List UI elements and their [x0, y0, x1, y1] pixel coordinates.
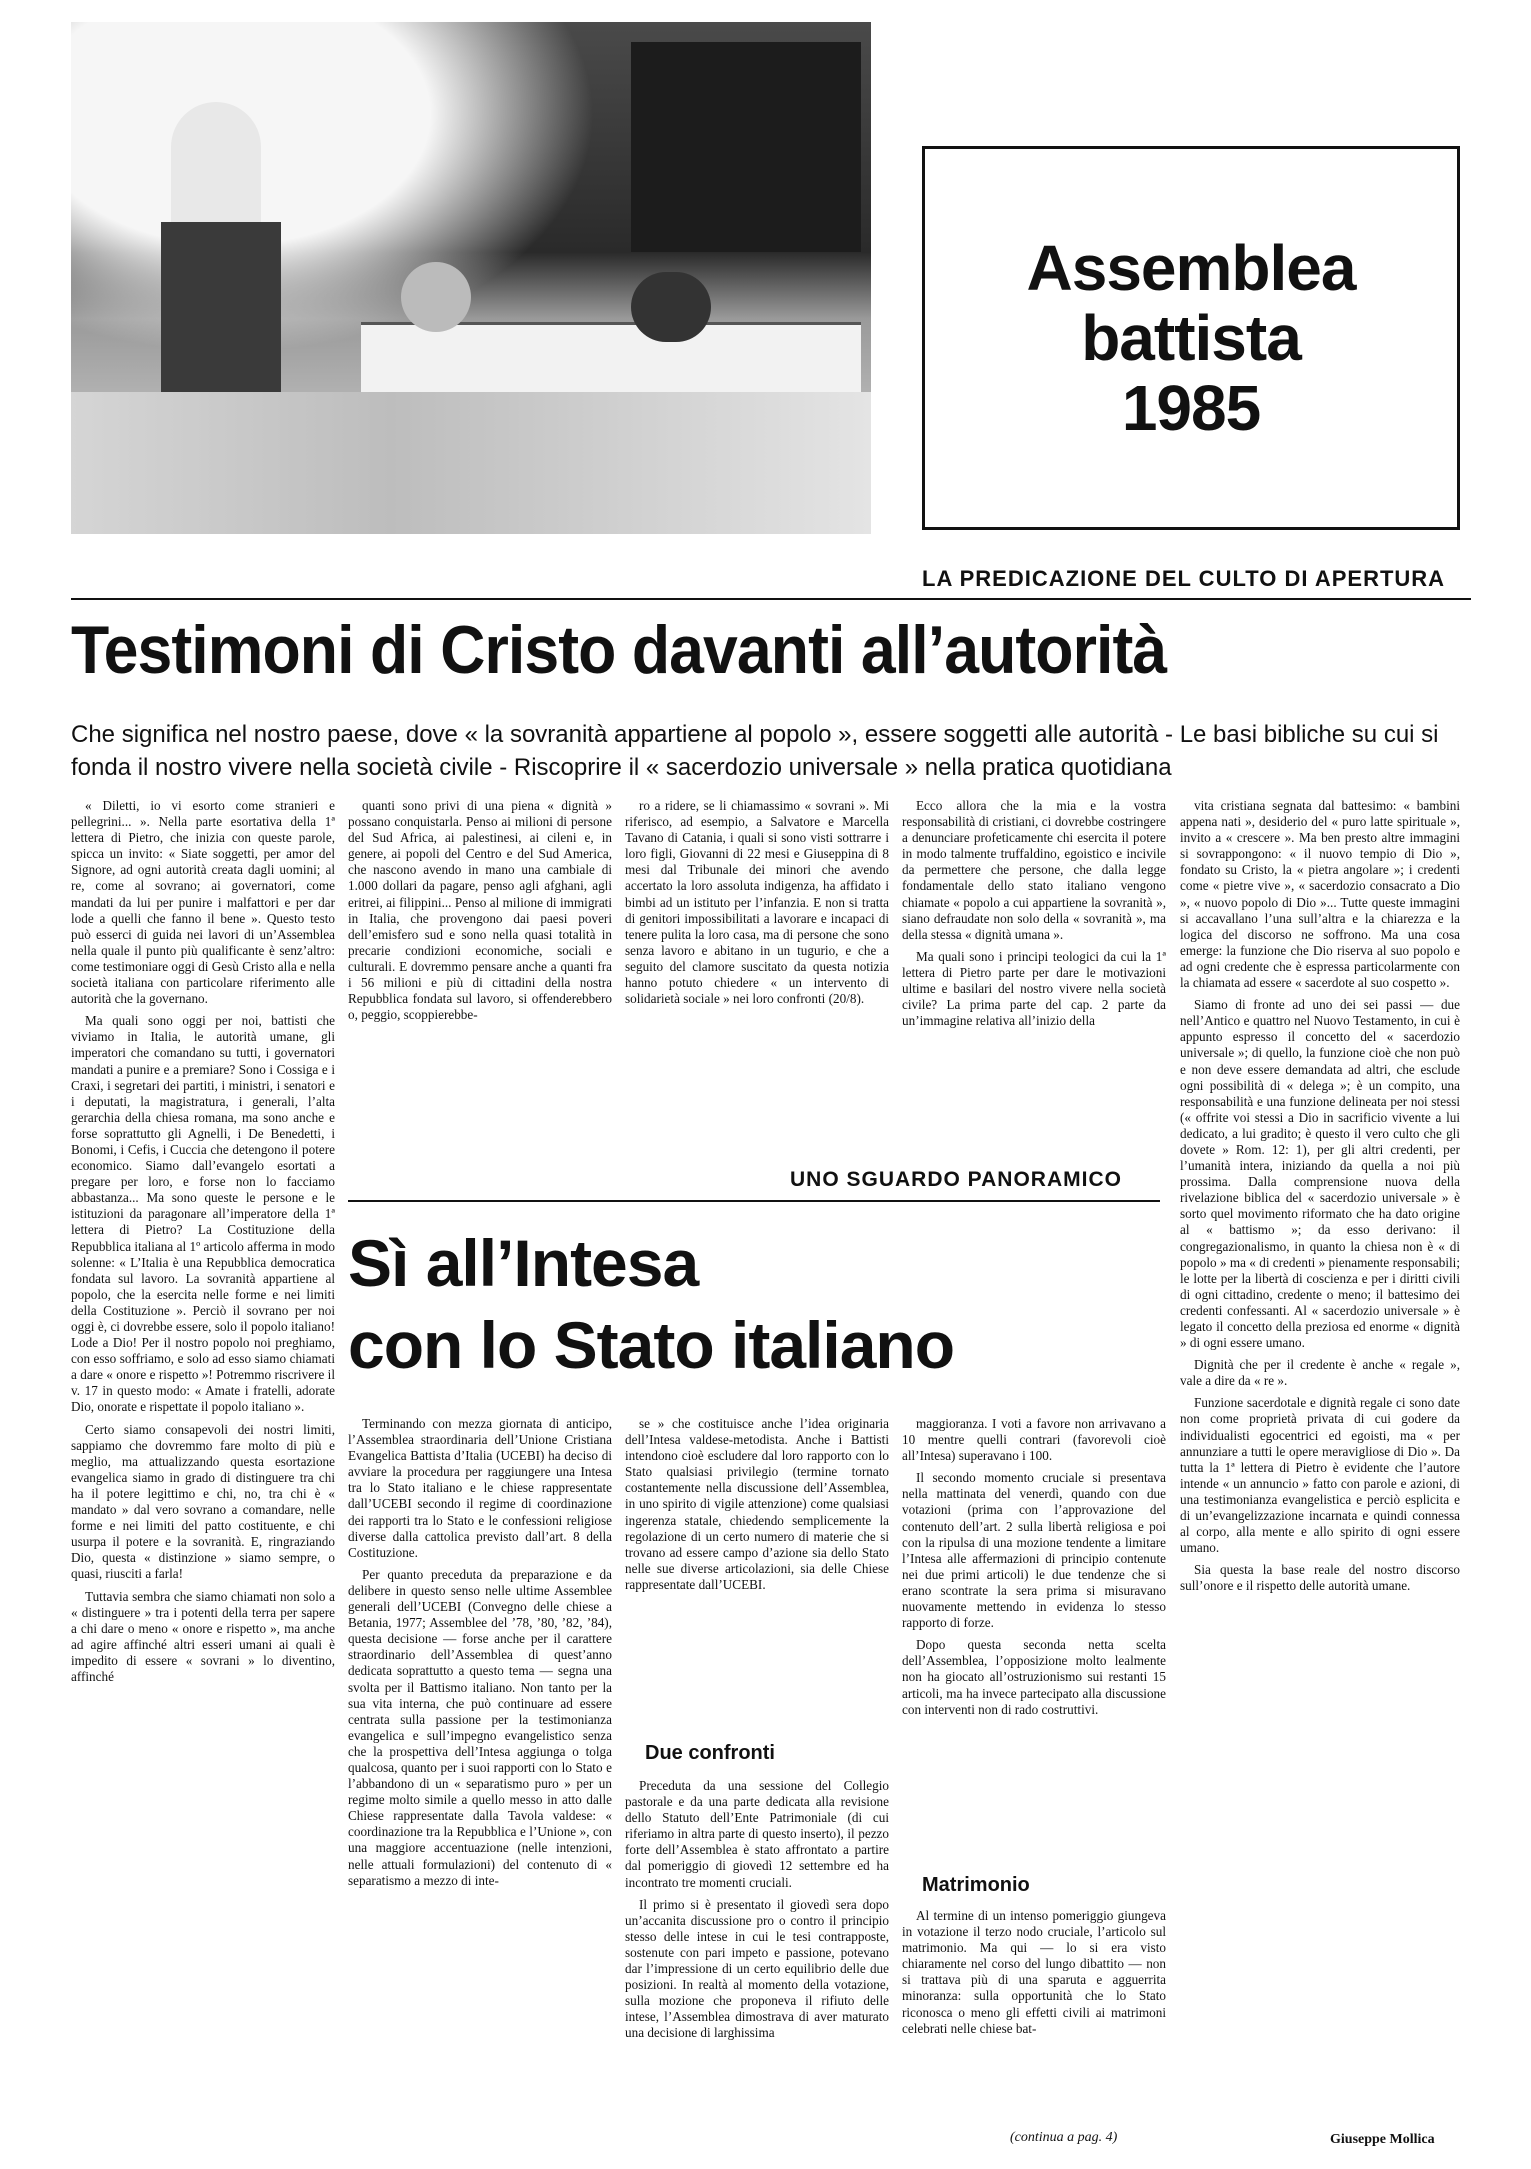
main-headline: Testimoni di Cristo davanti all’autorità — [71, 612, 1167, 688]
kicker-mid: UNO SGUARDO PANORAMICO — [790, 1168, 1122, 1191]
second-headline-line-1: Sì all’Intesa — [348, 1226, 699, 1300]
assembly-photo — [71, 22, 871, 534]
second-headline-line-2: con lo Stato italiano — [348, 1308, 955, 1382]
paragraph: Ecco allora che la mia e la vostra responsabilità di cristiani, ci dovrebbe costringere a denunciare profeticamente chi esercita il potere in modo talmente truffaldino, egoistico e incivile da permettere che persone, che dalla legge fondamentale dello stato italiano vengono chiamate « popolo a cui appartiene la sovranità », siano defraudate non solo della « sovranità », ma della stessa « dignità umana ». — [902, 798, 1166, 942]
second-headline — [348, 1222, 954, 1386]
paragraph: Siamo di fronte ad uno dei sei passi — due nell’Antico e quattro nel Nuovo Testamento, in cui è appunto espresso il concetto del « sacerdozio universale »; di quello, la funzione cioè che non può e non deve essere demandata ad altri, che esclude ogni possibilità di « delega »; è un compito, una responsabilità e una funzione delineata per noi stessi (« offrite voi stessi a Dio in sacrificio vivente a lui dedicato, a lui gradito; è questo il vero culto che gli dovete » Rom. 12: 1), per gli altri credenti, per l’umanità intera, iniziando da quella a noi più prossima. Dalla comprensione nuova della rivelazione biblica del « sacerdozio universale » è sorto quel movimento riformato che ha dato origine al « battismo »; da esso derivano: il congregazionalismo, in quanto la chiesa non è « di popolo » ma « di credenti » pienamente responsabili; le lotte per la libertà di coscienza e per i diritti civili di ogni cittadino, credente o meno; il battesimo dei credenti confessanti. Al « sacerdozio universale » è legato il concetto della preziosa ed enorme « dignità » di ogni essere umano. — [1180, 997, 1460, 1351]
paragraph: Dopo questa seconda netta scelta dell’Assemblea, l’opposizione molto lealmente non ha giocato all’ostruzionismo sui restanti 15 articoli, ma ha invece partecipato alla discussione con interventi non di rado costruttivi. — [902, 1637, 1166, 1717]
article-column-5 — [1180, 798, 1460, 2098]
intesa-column-2-continued — [625, 1778, 889, 2148]
article-column-4 — [902, 798, 1166, 1128]
author-signature: Giuseppe Mollica — [1330, 2132, 1435, 2147]
paragraph: Tuttavia sembra che siamo chiamati non solo a « distinguere » tra i potenti della terra per sapere a chi dare o meno « onore e rispetto », ma anche ad agire affinché altri esseri umani ai quali è impedito di essere « sovrani » lo diventino, affinché — [71, 1588, 335, 1684]
deck: Che significa nel nostro paese, dove « la sovranità appartiene al popolo », essere soggetti alle autorità - Le basi bibliche su cui si fonda il nostro vivere nella società civile - Riscoprire il « sacerdozio universale » nella pratica quotidiana — [71, 721, 1439, 781]
paragraph: Certo siamo consapevoli dei nostri limiti, sappiamo che dovremmo fare molto di più e meglio, ma attualizzando questa esortazione evangelica siamo in grado di distinguere tra chi ha il potere legittimo e chi, no, tra chi è « mandato » dal vero sovrano a comandare, nelle forme e nei limiti del patto costituente, e chi usurpa il potere e la sovranità. E, ringraziando Dio, questa « distinzione » siamo sempre, o quasi, riusciti a farla! — [71, 1421, 335, 1582]
paragraph: Preceduta da una sessione del Collegio pastorale e da una parte dedicata alla revisione dello Statuto dell’Ente Patrimoniale (di cui riferiamo in altra parte di questo inserto), il pezzo forte dell’Assemblea è stato affrontato a partire dal pomeriggio di giovedì 12 settembre ed ha incontrato tre momenti cruciali. — [625, 1778, 889, 1890]
paragraph: vita cristiana segnata dal battesimo: « bambini appena nati », desiderio del « puro latte spirituale », invito a « crescere ». Ma ben presto altre immagini si sovrappongono: « il nuovo tempio di Dio », fondato su Cristo, la « pietra angolare »; i credenti come « pietre vive », « sacerdozio consacrato a Dio », « nuovo popolo di Dio »... Tutte queste immagini si accavallano l’una sull’altra e la chiarezza e la logica del discorso ne soffrono. Ma una cosa emerge: la funzione che Dio riserva al suo popolo e ad ogni credente che è espressa particolarmente con la chiamata ad essere « sacerdote al suo cospetto ». — [1180, 798, 1460, 991]
paragraph: Per quanto preceduta da preparazione e da delibere in questo senso nelle ultime Assemblee generali dell’UCEBI (Convegno delle chiese a Betania, 1977; Assemblee del ’78, ’80, ’82, ’84), questa decisione — forse anche per il carattere straordinario dell’Assemblea di quest’anno dedicata soprattutto a questo tema — segna una svolta per il Battismo italiano. Non tanto per la sua vita interna, che può continuare ad essere centrata sulla passione per la testimonianza evangelica e sull’impegno evangelistico senza che la prospettiva dell’Intesa aggiunga o tolga qualcosa, quanto per i suoi rapporti con lo Stato e l’abbandono di un « separatismo puro » per un regime molto simile a quello messo in atto dalle Chiese rappresentate dalla Tavola valdese: « coordinazione tra la Repubblica e l’Unione », con una maggiore accentuazione (nelle intenzioni, nelle attuali formulazioni) del contenuto di « separatismo a mezzo di inte- — [348, 1566, 612, 1888]
kicker-top: LA PREDICAZIONE DEL CULTO DI APERTURA — [922, 566, 1446, 591]
continued-note: (continua a pag. 4) — [1010, 2130, 1118, 2145]
top-rule — [71, 598, 1471, 600]
paragraph: quanti sono privi di una piena « dignità » possano conquistarla. Penso ai milioni di persone del Sud Africa, ai palestinesi, ai cileni e, in genere, ai popoli del Centro e del Sud America, che nascono avendo in mano una cambiale di 1.000 dollari da pagare, penso agli afghani, agli eritrei, ai filippini... Penso al milione di immigrati in Italia, che provengono dai paesi poveri dell’emisfero sud e sono nella quasi totalità in precarie condizioni economiche, sociali e culturali. E dovremmo pensare anche a quanti fra i 56 milioni e più di cittadini della nostra Repubblica fondata sul lavoro, si offenderebbero o, peggio, scoppierebbe- — [348, 798, 612, 1023]
subhead-due-confronti: Due confronti — [645, 1742, 775, 1764]
paragraph: Il secondo momento cruciale si presentava nella mattinata del venerdì, quando con due votazioni (prima con l’approvazione del contenuto dell’art. 2 sulla libertà religiosa e poi con la ripulsa di una mozione tendente a limitare l’Intesa alle affermazioni di principio contenute nei due primi articoli) le due tendenze che si erano scontrate la sera prima si misuravano nuovamente mettendo in evidenza lo stesso rapporto di forze. — [902, 1470, 1166, 1631]
title-line-2: battista — [1081, 302, 1301, 374]
subhead-matrimonio: Matrimonio — [922, 1874, 1030, 1896]
intesa-column-3-continued — [902, 1908, 1166, 2108]
paragraph: Terminando con mezza giornata di anticipo, l’Assemblea straordinaria dell’Unione Cristiana Evangelica Battista d’Italia (UCEBI) ha deciso di avviare la procedura per raggiungere una Intesa tra lo Stato italiano e le chiese rappresentate dall’UCEBI secondo il regime di coordinazione dei rapporti tra lo Stato e le confessioni religiose diverse dalla cattolica previsto dall’art. 8 della Costituzione. — [348, 1416, 612, 1560]
paragraph: Ma quali sono i principi teologici da cui la 1ª lettera di Pietro parte per dare le motivazioni ultime e basilari del nostro vivere nella società civile? La prima parte del cap. 2 parte da un’immagine relativa all’inizio della — [902, 948, 1166, 1029]
paragraph: maggioranza. I voti a favore non arrivavano a 10 mentre quelli contrari (favorevoli cioè all’Intesa) superavano i 100. — [902, 1416, 1166, 1464]
intesa-column-2 — [625, 1416, 889, 1716]
intesa-column-1 — [348, 1416, 612, 2146]
article-column-2 — [348, 798, 612, 1128]
paragraph: se » che costituisce anche l’idea originaria dell’Intesa valdese-metodista. Anche i Battisti intendono cioè escludere dal loro rapporto con lo Stato qualsiasi privilegio (termine tornato costantemente nella discussione dell’Assemblea, in uno spirito di vigile attenzione) come qualsiasi ingerenza statale, chiedendo semplicemente la regolazione di un certo numero di materie che si trovano ad essere campo d’azione sia dello Stato nelle sue diverse articolazioni, sia delle Chiese rappresentate dall’UCEBI. — [625, 1416, 889, 1592]
title-line-3: 1985 — [1121, 372, 1261, 444]
title-box-heading — [1027, 233, 1356, 443]
mid-rule — [348, 1200, 1160, 1202]
paragraph: Sia questa la base reale del nostro discorso sull’onore e il rispetto delle autorità umane. — [1180, 1562, 1460, 1594]
intesa-column-3 — [902, 1416, 1166, 1864]
paragraph: Dignità che per il credente è anche « regale », vale a dire da « re ». — [1180, 1357, 1460, 1389]
paragraph: « Diletti, io vi esorto come stranieri e pellegrini... ». Nella parte esortativa della 1ª lettera di Pietro, che inizia con queste parole, spicca un invito: « Siate soggetti, per amor del Signore, ad ogni autorità creata dagli uomini; al re, come al sovrano; ai governatori, come mandati da lui per punire i malfattori e per dar lode a quelli che fanno il bene ». Questo testo può esserci di guida nei lavori di un’Assemblea nella quale il punto più qualificante è senz’altro: come testimoniare oggi di Gesù Cristo alla e nella società italiana con particolare riferimento alle autorità che la governano. — [71, 798, 335, 1007]
paragraph: Il primo si è presentato il giovedì sera dopo un’accanita discussione pro o contro il principio stesso delle intese in cui le tesi contrapposte, sostenute con pari impeto e passione, potevano dar l’impressione di un certo equilibrio delle due posizioni. In realtà al momento della votazione, sulla mozione che proponeva il rifiuto delle intese, l’Assemblea dimostrava di aver maturato una decisione di larghissima — [625, 1896, 889, 2041]
title-line-1: Assemblea — [1026, 232, 1356, 304]
title-box — [922, 146, 1460, 530]
paragraph: Ma quali sono oggi per noi, battisti che viviamo in Italia, le autorità umane, gli imperatori che comandano su tutti, i governatori mandati a punire e a premiare? Sono i Cossiga e i Craxi, i segretari dei partiti, i ministri, i senatori e i deputati, la magistratura, i generali, l’alta gerarchia della chiesa romana, ma sono anche e forse soprattutto gli Agnelli, i De Benedetti, i Bonomi, i Cefis, i Cuccia che detengono il potere economico. Siamo dall’evangelo esortati a pregare per loro, e forse non lo facciamo abbastanza... Ma sono queste le persone e le istituzioni da paragonare all’imperatore della 1ª lettera di Pietro? La Costituzione della Repubblica italiana al 1º articolo afferma in modo solenne: « L’Italia è una Repubblica democratica fondata sul lavoro. La sovranità appartiene al popolo, che la esercita nelle forme e nei limiti della Costituzione ». Perciò il sovrano per noi oggi è, ci dovrebbe essere, solo il popolo italiano! Lode a Dio! Per il nostro popolo noi preghiamo, con esso soffriamo, e solo ad esso siamo chiamati a dare « onore e rispetto »! Potremmo riscrivere il v. 17 in questo modo: « Amate i fratelli, adorate Dio, onorate e rispettate il popolo italiano ». — [71, 1013, 335, 1415]
paragraph: ro a ridere, se li chiamassimo « sovrani ». Mi riferisco, ad esempio, a Salvatore e Marcella Tavano di Catania, i quali si sono visti sottrarre i loro figli, Giovanni di 22 mesi e Giuseppina di 8 mesi dal Tribunale dei minori che avendo accertato la loro assoluta indigenza, ha affidato i bimbi ad un istituto per l’infanzia. E non si tratta di genitori impossibilitati a lavorare e incapaci di tenere pulita la loro casa, ma di persone che sono senza lavoro e abitano in un tugurio, e che a seguito del clamore suscitato da questa notizia hanno potuto chiedere « un intervento di solidarietà sociale » nei loro confronti (20/8). — [625, 798, 889, 1007]
article-column-3 — [625, 798, 889, 1128]
paragraph: Al termine di un intenso pomeriggio giungeva in votazione il terzo nodo cruciale, l’articolo sul matrimonio. Ma qui — lo si era visto chiaramente nel corso del lungo dibattito — non si trattava più di una sparuta e agguerrita minoranza: sulla opportunità che lo Stato riconosca o meno gli effetti civili ai matrimoni celebrati nelle chiese bat- — [902, 1908, 1166, 2036]
article-column-1 — [71, 798, 335, 2150]
paragraph: Funzione sacerdotale e dignità regale ci sono date non come proprietà privata di cui godere da individualisti egocentrici ed egoisti, ma « per annunziare a tutti le opere meravigliose di Dio ». Da tutta la 1ª lettera di Pietro è evidente che l’autore intende « un annuncio » fatto con parole e azioni, di una testimonianza evangelistica e perciò esplicita e di un’evangelizzazione incarnata e quindi connessa al corpo, alla mente e allo spirito di ogni essere umano. — [1180, 1395, 1460, 1556]
